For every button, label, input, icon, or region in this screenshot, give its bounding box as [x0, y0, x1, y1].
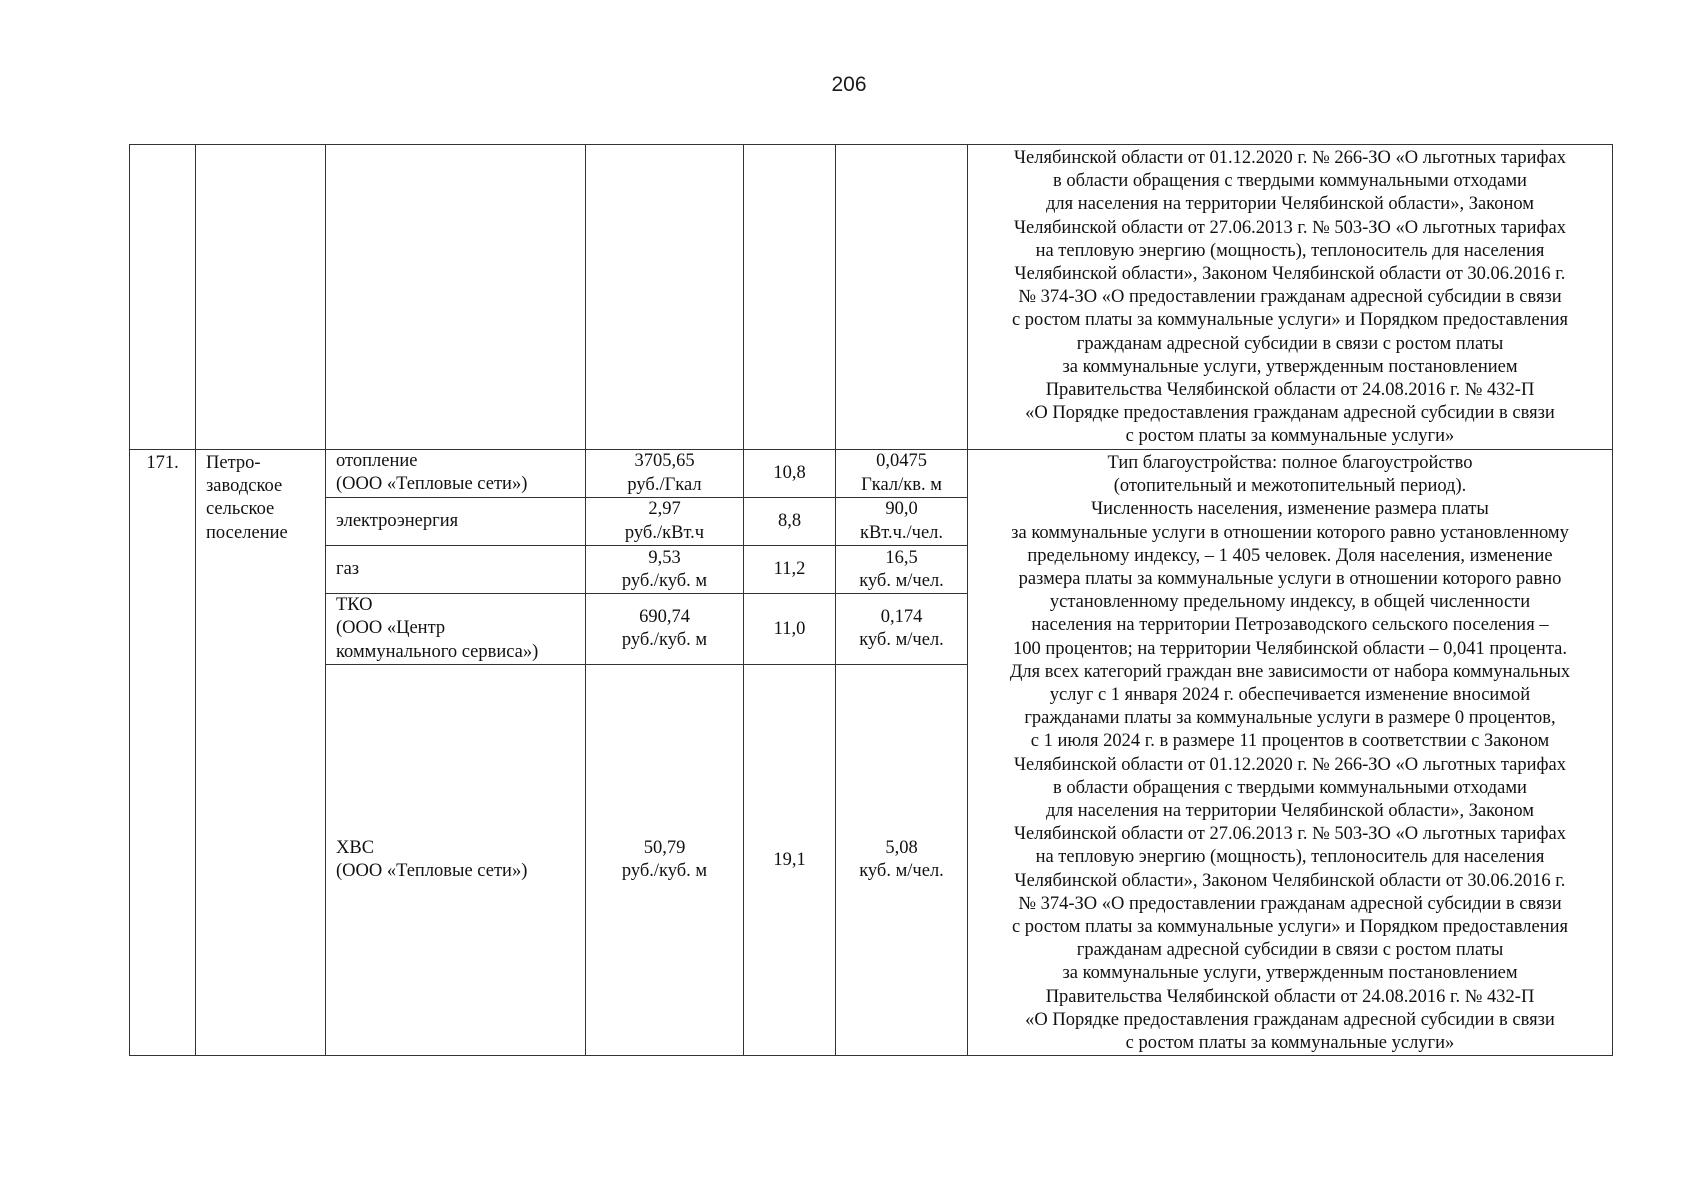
service-tariff — [586, 498, 744, 546]
tariff-unit: руб./куб. м — [621, 630, 708, 651]
note-line: предельному индексу, – 1 405 человек. Доля населения, изменение — [1027, 545, 1553, 566]
note-line: (отопительный и межотопительный период). — [1113, 476, 1467, 497]
note-line: Челябинской области от 27.06.2013 г. № 503-ЗО «О льготных тарифах — [1014, 217, 1566, 238]
note-line: с 1 июля 2024 г. в размере 11 процентов в соответствии с Законом — [1030, 731, 1550, 752]
tariff-value: 9,53 — [648, 547, 681, 568]
norm-value: 16,5 — [885, 547, 918, 568]
norm-unit: куб. м/чел. — [859, 630, 944, 651]
note-line: за коммунальные услуги, утвержденным постановлением — [1062, 356, 1518, 377]
note-line: Челябинской области от 01.12.2020 г. № 266-ЗО «О льготных тарифах — [1014, 148, 1566, 168]
note-line: услуг с 1 января 2024 г. обеспечивается изменение вносимой — [1049, 685, 1531, 706]
note-line: за коммунальные услуги, утвержденным постановлением — [1062, 963, 1518, 984]
settlement-line: Петро- — [206, 453, 261, 473]
cont-note-cell — [968, 145, 1613, 450]
tariff-value: 690,74 — [639, 607, 690, 628]
note-line: № 374-ЗО «О предоставлении гражданам адресной субсидии в связи — [1018, 893, 1562, 914]
service-name — [326, 665, 586, 1056]
cont-number-cell — [130, 145, 196, 450]
tariff-table — [129, 144, 1613, 1056]
norm-value: 5,08 — [885, 838, 918, 859]
note-line: на тепловую энергию (мощность), теплоноситель для населения — [1035, 847, 1545, 868]
note-line: Для всех категорий граждан вне зависимости от набора коммунальных — [1009, 661, 1571, 682]
service-tariff — [586, 594, 744, 665]
service-norm — [836, 665, 968, 1056]
entry-number: 171. — [130, 450, 196, 1056]
note-line: с ростом платы за коммунальные услуги» и Порядком предоставления — [1011, 917, 1569, 938]
service-name — [326, 450, 586, 498]
note-line: на тепловую энергию (мощность), теплоноситель для населения — [1035, 240, 1545, 261]
norm-value: 0,174 — [880, 607, 923, 628]
service-norm — [836, 594, 968, 665]
tariff-value: 3705,65 — [634, 451, 695, 472]
tariff-unit: руб./куб. м — [621, 861, 708, 882]
cont-norm-cell — [836, 145, 968, 450]
tariff-value: 50,79 — [643, 838, 686, 859]
entry-note-cell — [968, 450, 1613, 1056]
service-name-line: газ — [336, 559, 360, 580]
note-line: «О Порядке предоставления гражданам адресной субсидии в связи — [1025, 1009, 1555, 1030]
note-line: гражданами платы за коммунальные услуги в размере 0 процентов, — [1024, 708, 1556, 729]
settlement-line: сельское — [206, 499, 275, 520]
note-line: размера платы за коммунальные услуги в отношении которого равно — [1018, 569, 1562, 590]
settlement-line: поселение — [206, 522, 288, 543]
continuation-row — [130, 145, 1613, 450]
note-line: для населения на территории Челябинской области», Законом — [1046, 194, 1534, 215]
service-tariff — [586, 450, 744, 498]
note-line: Челябинской области от 27.06.2013 г. № 503-ЗО «О льготных тарифах — [1014, 824, 1566, 845]
note-line: установленному предельному индексу, в общей численности — [1049, 592, 1531, 613]
norm-unit: куб. м/чел. — [859, 570, 944, 591]
note-line: Правительства Челябинской области от 24.08.2016 г. № 432-П — [1045, 380, 1535, 401]
note-line: за коммунальные услуги в отношении которого равно установленному — [1011, 522, 1569, 543]
note-line: № 374-ЗО «О предоставлении гражданам адресной субсидии в связи — [1018, 287, 1562, 308]
cont-tariff-cell — [586, 145, 744, 450]
service-name — [326, 498, 586, 546]
service-name-line: (ООО «Центр — [336, 618, 446, 639]
service-name-line: ХВС — [336, 838, 375, 859]
note-line: в области обращения с твердыми коммунальными отходами — [1053, 171, 1527, 192]
note-line: Челябинской области от 01.12.2020 г. № 266-ЗО «О льготных тарифах — [1014, 754, 1566, 775]
note-line: Численность населения, изменение размера платы — [1091, 499, 1489, 520]
note-line: с ростом платы за коммунальные услуги» и Порядком предоставления — [1011, 310, 1569, 331]
note-line: в области обращения с твердыми коммунальными отходами — [1053, 777, 1527, 798]
note-line: для населения на территории Челябинской области», Законом — [1046, 801, 1534, 822]
note-line: Челябинской области», Законом Челябинской области от 30.06.2016 г. — [1014, 264, 1566, 285]
norm-unit: кВт.ч./чел. — [859, 522, 944, 543]
note-line: Челябинской области», Законом Челябинской области от 30.06.2016 г. — [1014, 870, 1566, 891]
note-line: с ростом платы за коммунальные услуги» — [1125, 426, 1455, 447]
cont-percent-cell — [744, 145, 836, 450]
settlement-line: заводское — [206, 476, 283, 497]
cont-service-cell — [326, 145, 586, 450]
service-tariff — [586, 665, 744, 1056]
service-name-line: ТКО — [336, 595, 373, 616]
note-line: гражданам адресной субсидии в связи с ростом платы — [1076, 333, 1504, 354]
note-line: 100 процентов; на территории Челябинской области – 0,041 процента. — [1013, 638, 1567, 659]
service-percent: 19,1 — [744, 665, 836, 1056]
note-line: гражданам адресной субсидии в связи с ростом платы — [1076, 940, 1504, 961]
service-name-line: коммунального сервиса») — [336, 641, 539, 662]
note-line: с ростом платы за коммунальные услуги» — [1125, 1033, 1455, 1054]
service-percent: 11,2 — [744, 546, 836, 594]
note-line: населения на территории Петрозаводского сельского поселения – — [1031, 615, 1549, 636]
service-name — [326, 594, 586, 665]
service-norm — [836, 450, 968, 498]
service-name-line: (ООО «Тепловые сети») — [336, 474, 528, 495]
service-norm — [836, 498, 968, 546]
service-name-line: (ООО «Тепловые сети») — [336, 861, 528, 882]
tariff-unit: руб./кВт.ч — [624, 522, 705, 543]
norm-unit: куб. м/чел. — [859, 861, 944, 882]
norm-unit: Гкал/кв. м — [861, 474, 942, 495]
settlement-name — [196, 450, 326, 1056]
note-line: Тип благоустройства: полное благоустройство — [1107, 453, 1473, 473]
service-percent: 11,0 — [744, 594, 836, 665]
note-line: «О Порядке предоставления гражданам адресной субсидии в связи — [1025, 403, 1555, 424]
page-number: 206 — [831, 73, 867, 96]
service-name-line: электроэнергия — [336, 511, 459, 532]
tariff-unit: руб./куб. м — [621, 570, 708, 591]
service-name-line: отопление — [336, 451, 418, 471]
service-norm — [836, 546, 968, 594]
service-name — [326, 546, 586, 594]
tariff-value: 2,97 — [648, 499, 681, 520]
service-tariff — [586, 546, 744, 594]
cont-settlement-cell — [196, 145, 326, 450]
norm-value: 90,0 — [885, 499, 918, 520]
service-percent: 8,8 — [744, 498, 836, 546]
service-percent: 10,8 — [744, 450, 836, 498]
tariff-unit: руб./Гкал — [627, 474, 702, 495]
note-line: Правительства Челябинской области от 24.08.2016 г. № 432-П — [1045, 986, 1535, 1007]
norm-value: 0,0475 — [876, 451, 927, 472]
service-row-heating — [130, 450, 1613, 498]
